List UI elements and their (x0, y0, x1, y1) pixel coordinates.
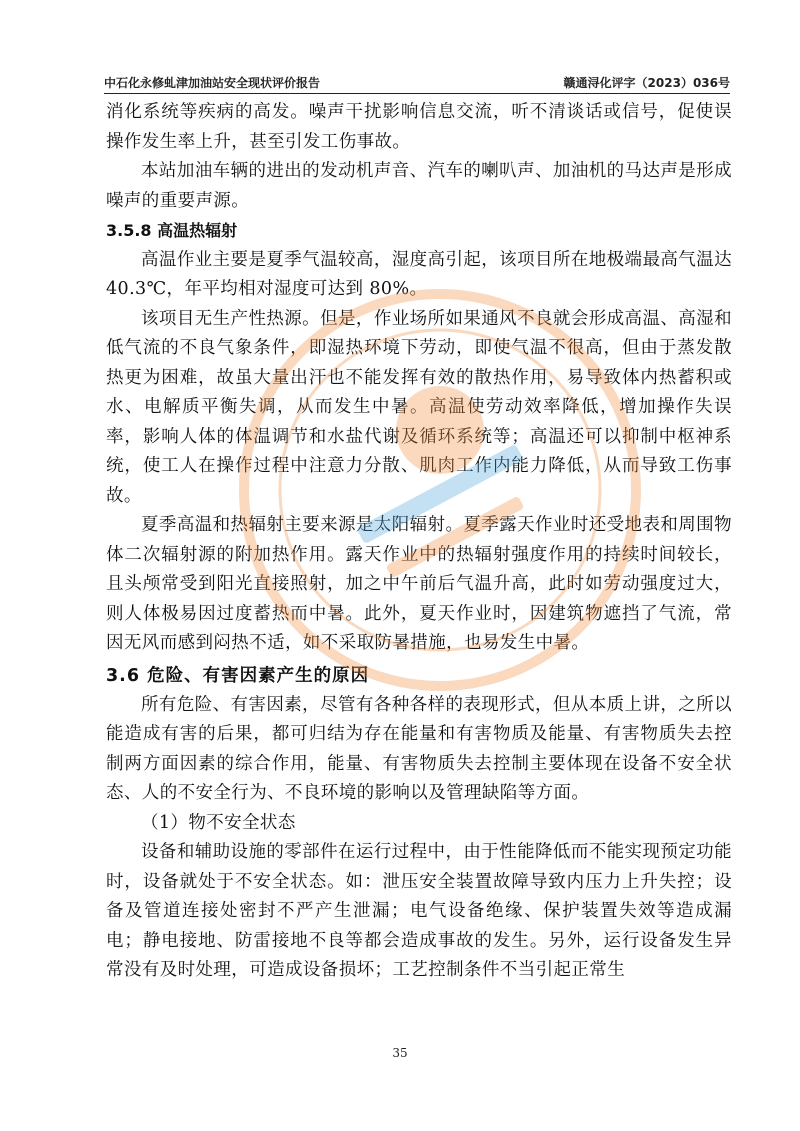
paragraph-hazard-causes: 所有危险、有害因素，尽管有各种各样的表现形式，但从本质上讲，之所以能造成有害的后果，都可归结为存在能量和有害物质及能量、有害物质失去控制两方面因素的综合作用，能量、有害物质失去控制主要体现在设备不安全状态、人的不安全行为、不良环境的影响以及管理缺陷等方面。 (106, 694, 732, 803)
paragraph-high-temp-climate: 高温作业主要是夏季气温较高，湿度高引起，该项目所在地极端最高气温达 40.3℃，年平均相对湿度可达到 80%。 (106, 249, 732, 299)
paragraph-noise-effects: 消化系统等疾病的高发。噪声干扰影响信息交流，听不清谈话或信号，促使误操作发生率上升，甚至引发工伤事故。 (106, 102, 732, 152)
list-item-unsafe-state: （1）物不安全状态 (141, 812, 296, 833)
page-body (106, 98, 732, 986)
header-rule (104, 93, 730, 94)
section-heading-3-5-8: 3.5.8 高温热辐射 (106, 221, 238, 240)
section-heading-3-6: 3.6 危险、有害因素产生的原因 (106, 665, 370, 686)
paragraph-noise-sources: 本站加油车辆的进出的发动机声音、汽车的喇叭声、加油机的马达声是形成噪声的重要声源。 (106, 161, 732, 211)
page-header (104, 74, 730, 92)
paragraph-summer-radiation: 夏季高温和热辐射主要来源是太阳辐射。夏季露天作业时还受地表和周围物体二次辐射源的附加热作用。露天作业中的热辐射强度作用的持续时间较长，且头颅常受到阳光直接照射，加之中午前后气温升高，此时如劳动强度过大，则人体极易因过度蓄热而中暑。此外，夏天作业时，因建筑物遮挡了气流，常因无风而感到闷热不适，如不采取防暑措施，也易发生中暑。 (106, 515, 732, 653)
paragraph-equipment-state: 设备和辅助设施的零部件在运行过程中，由于性能降低而不能实现预定功能时，设备就处于不安全状态。如：泄压安全装置故障导致内压力上升失控；设备及管道连接处密封不严产生泄漏；电气设备绝缘、保护装置失效等造成漏电；静电接地、防雷接地不良等都会造成事故的发生。另外，运行设备发生异常没有及时处理，可造成设备损坏；工艺控制条件不当引起正常生 (106, 842, 732, 980)
paragraph-heat-source: 该项目无生产性热源。但是，作业场所如果通风不良就会形成高温、高湿和低气流的不良气象条件，即湿热环境下劳动，即使气温不很高，但由于蒸发散热更为困难，故虽大量出汗也不能发挥有效的散热作用，易导致体内热蓄积或水、电解质平衡失调，从而发生中暑。高温使劳动效率降低，增加操作失误率，影响人体的体温调节和水盐代谢及循环系统等；高温还可以抑制中枢神系统，使工人在操作过程中注意力分散、肌肉工作内能力降低，从而导致工伤事故。 (106, 308, 732, 506)
report-number: 赣通浔化评字（2023）036号 (563, 76, 730, 90)
page-number: 35 (392, 1046, 408, 1060)
report-title: 中石化永修虬津加油站安全现状评价报告 (104, 76, 321, 90)
